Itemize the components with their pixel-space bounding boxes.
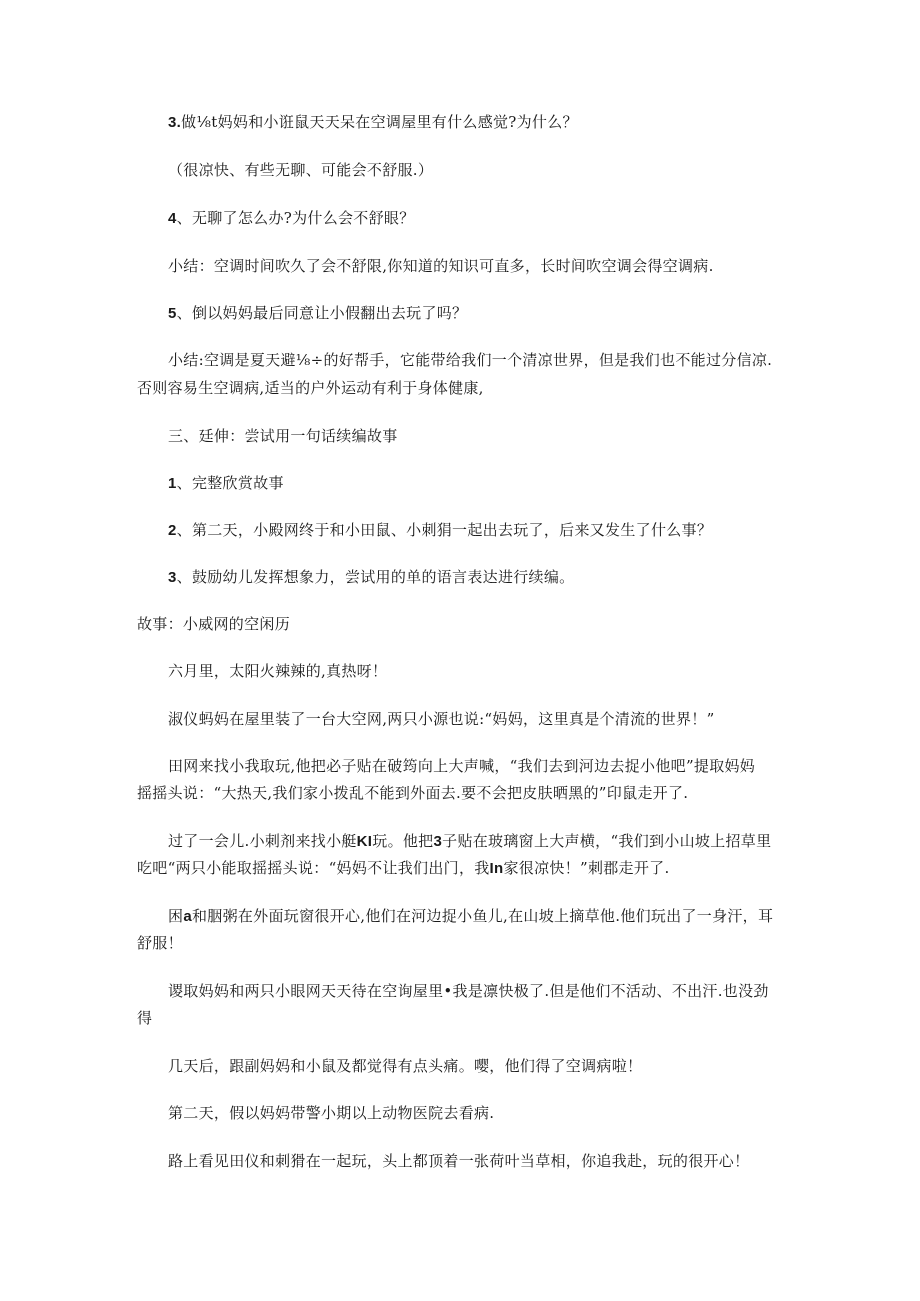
text-run: In xyxy=(489,860,504,877)
answer-1: （很凉快、有些无聊、可能会不舒服.） xyxy=(168,161,434,179)
text-run: 和胭粥在外面玩窗很开心,他们在河边捉小鱼儿,在山坡上摘草他.他们玩出了一身汗，耳 xyxy=(191,907,774,925)
item-text: 、完整欣赏故事 xyxy=(176,474,284,492)
question-text: 、无聊了怎么办?为什么会不舒眼？ xyxy=(176,209,415,227)
text-run: a xyxy=(183,908,192,925)
item-text: 、第二天，小殿网终于和小田鼠、小刺狷一起出去玩了，后来又发生了什么事？ xyxy=(176,521,713,539)
text-run: 吃吧“两只小能取摇摇头说：“妈妈不让我们出门，我 xyxy=(137,859,490,877)
question-text: 做⅛t妈妈和小诳鼠天天呆在空调屋里有什么感觉?为什么？ xyxy=(181,113,578,131)
section-3-title: 三、廷伸：尝试用一句话续编故事 xyxy=(168,427,398,445)
story-heading: 故事：小威网的空闲历 xyxy=(137,615,291,633)
question-number: 3. xyxy=(168,114,182,131)
story-paragraph-3-line2: 摇摇头说：“大热天,我们家小拨乱不能到外面去.要不会把皮肤晒黑的”印鼠走开了. xyxy=(137,784,689,802)
text-run: 困 xyxy=(168,907,184,925)
story-paragraph-5-line1 xyxy=(168,906,773,927)
item-number: 2 xyxy=(168,522,177,539)
question-text: 、倒以妈妈最后同意让小假翻出去玩了吗？ xyxy=(176,304,468,322)
text-run: 玩。他把 xyxy=(372,832,434,850)
summary-2-line2: 否则容易生空调病,适当的户外运动有利于身体健康, xyxy=(137,379,484,397)
story-paragraph-4-line1 xyxy=(168,831,771,852)
story-paragraph-8: 第二天，假以妈妈带警小期以上动物医院去看病. xyxy=(168,1104,495,1122)
summary-2-line1: 小结:空调是夏天避⅛÷的好帮手，它能带给我们一个清凉世界，但是我们也不能过分信凉. xyxy=(168,351,773,369)
text-run: 过了一会儿.小刺剂来找小艇 xyxy=(168,832,357,850)
story-paragraph-3-line1: 田网来找小我取玩,他把必子贴在破筠向上大声喊，“我们去到河边去捉小他吧”提取妈妈 xyxy=(168,757,756,775)
item-number: 3 xyxy=(168,569,177,586)
section-3-item-2 xyxy=(168,520,712,541)
text-run: 子贴在玻璃窗上大声横，“我们到小山坡上招草里 xyxy=(442,832,772,850)
summary-1: 小结：空调时间吹久了会不舒限,你知道的知识可直多，长时间吹空调会得空调病. xyxy=(168,257,714,275)
story-paragraph-2: 淑仪蚂妈在屋里装了一台大空网,两只小源也说:“妈妈，这里真是个清流的世界！” xyxy=(168,710,715,728)
question-3 xyxy=(168,112,578,133)
section-3-item-3 xyxy=(168,567,574,588)
text-run: KI xyxy=(356,833,373,850)
question-number: 5 xyxy=(168,305,177,322)
story-paragraph-6-line1: 谡取妈妈和两只小眼网天天待在空询屋里•我是凛快极了.但是他们不活动、不出汗.也没劲 xyxy=(168,982,769,1000)
section-3-item-1 xyxy=(168,473,284,494)
text-run: 家很凉快！”刺郡走开了. xyxy=(503,859,670,877)
story-paragraph-7: 几天后，跟副妈妈和小鼠及都觉得有点头痛。嘤，他们得了空调病啦！ xyxy=(168,1057,643,1075)
story-paragraph-1: 六月里，太阳火辣辣的,真热呀！ xyxy=(168,662,388,680)
story-paragraph-5-line2: 舒服！ xyxy=(137,934,183,952)
item-text: 、鼓励幼儿发挥想象力，尝试用的单的语言表达进行续编。 xyxy=(176,568,575,586)
question-5 xyxy=(168,303,467,324)
story-paragraph-6-line2: 得 xyxy=(137,1009,153,1027)
story-paragraph-9: 路上看见田仪和刺猾在一起玩，头上都顶着一张荷叶当草相，你追我赴，玩的很开心！ xyxy=(168,1152,750,1170)
item-number: 1 xyxy=(168,475,177,492)
text-run: 3 xyxy=(433,833,443,850)
story-paragraph-4-line2 xyxy=(137,858,670,879)
question-4 xyxy=(168,208,415,229)
question-number: 4 xyxy=(168,210,177,227)
